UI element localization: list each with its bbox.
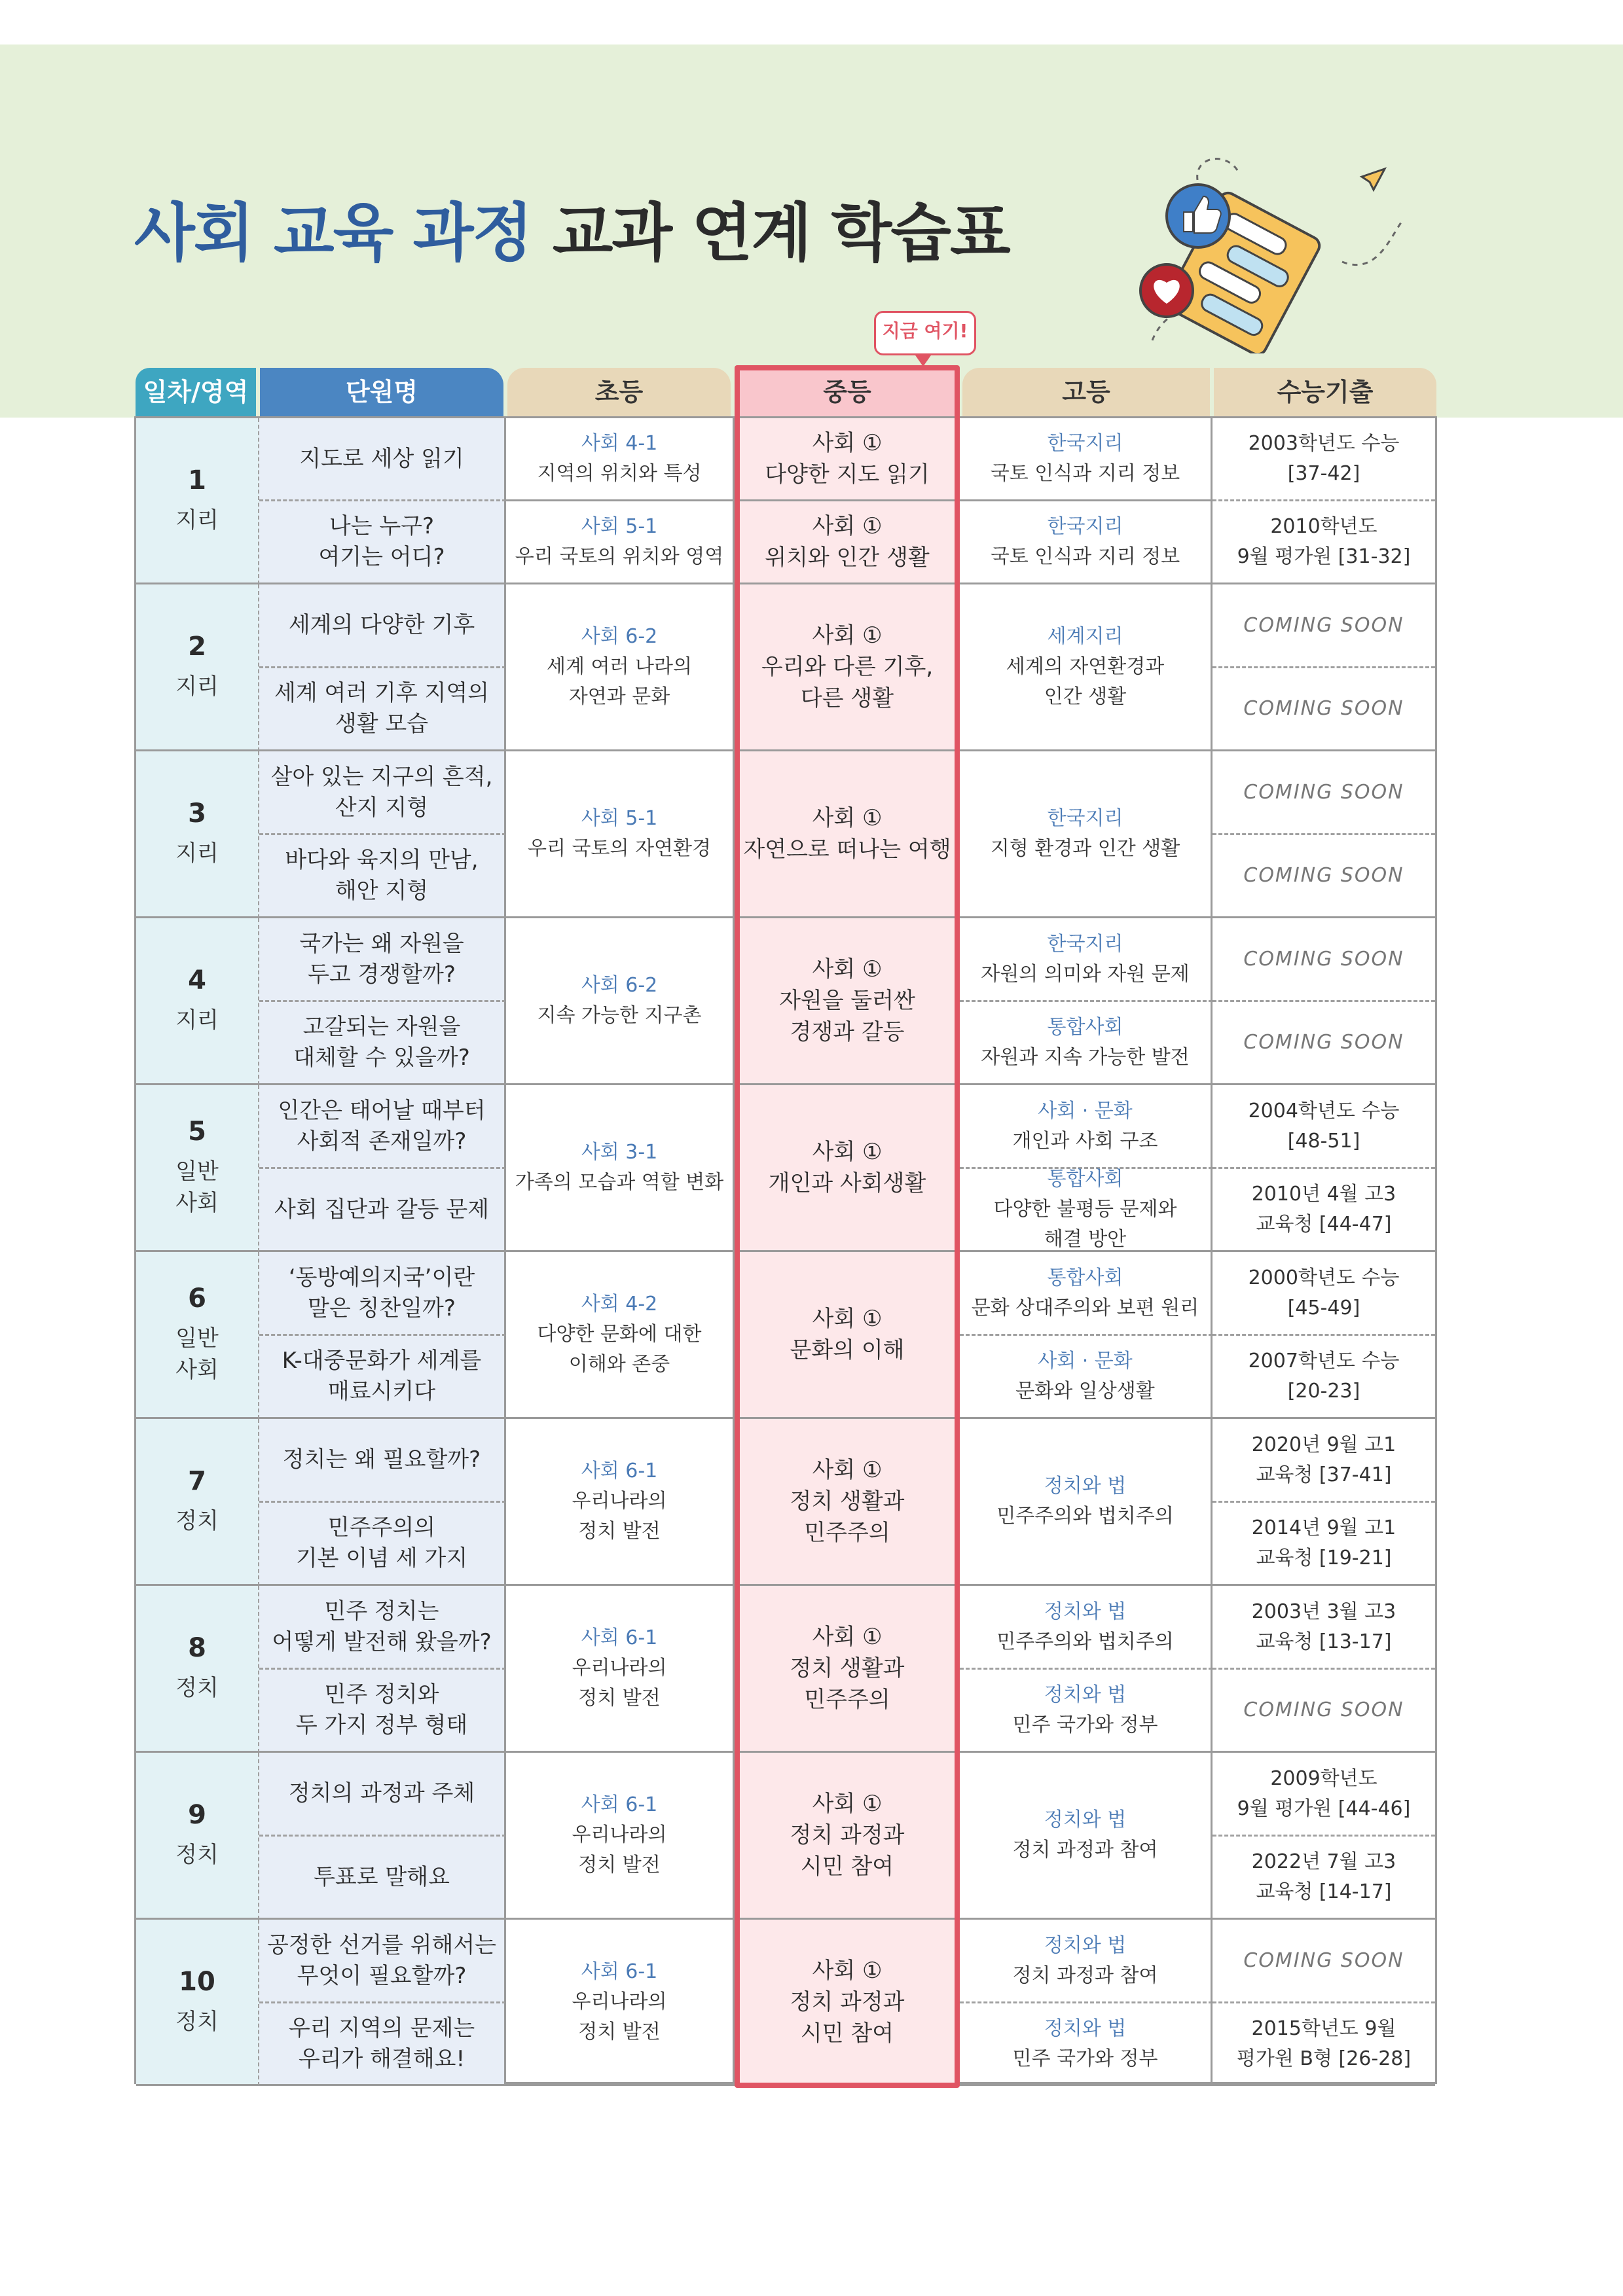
middle-desc: 문화의 이해: [790, 1337, 905, 1363]
sat-reference: 2003년 3월 고3 교육청 [13-17]: [1251, 1600, 1396, 1653]
unit-cell: 바다와 육지의 만남, 해안 지형: [259, 835, 506, 918]
middle-desc: 다양한 지도 읽기: [765, 461, 930, 488]
middle-title: 사회 ①: [812, 1791, 883, 1817]
elementary-title: 사회 3-1: [581, 1141, 658, 1164]
day-area: 정치: [175, 1842, 219, 1868]
page-title: [134, 183, 1010, 273]
high-title: 한국지리: [1047, 515, 1123, 538]
sat-cell: [1213, 584, 1435, 668]
day-number: 7: [188, 1466, 206, 1496]
elementary-cell: [506, 751, 735, 918]
sat-cell: [1213, 418, 1435, 501]
elementary-title: 사회 4-2: [581, 1293, 658, 1316]
high-title: 사회 · 문화: [1038, 1350, 1133, 1372]
elementary-desc: 세계 여러 나라의 자연과 문화: [547, 655, 692, 708]
high-desc: 지형 환경과 인간 생활: [990, 837, 1180, 860]
high-cell: [960, 918, 1213, 1002]
unit-cell: 우리 지역의 문제는 우리가 해결해요!: [259, 2003, 506, 2086]
high-cell: [960, 418, 1213, 501]
high-title: 사회 · 문화: [1038, 1099, 1133, 1122]
day-area: 지리: [175, 840, 219, 867]
unit-cell: ‘동방예의지국’이란 말은 칭찬일까?: [259, 1252, 506, 1336]
high-desc: 민주주의와 법치주의: [996, 1630, 1174, 1653]
high-title: 한국지리: [1047, 932, 1123, 956]
coming-soon-label: COMING SOON: [1243, 697, 1404, 720]
middle-desc: 자원을 둘러싼 경쟁과 갈등: [779, 988, 915, 1045]
unit-cell: 공정한 선거를 위해서는 무엇이 필요할까?: [259, 1920, 506, 2003]
elementary-cell: [506, 1753, 735, 1920]
high-cell: [960, 501, 1213, 584]
elementary-desc: 우리나라의 정치 발전: [572, 1823, 667, 1876]
sat-reference: 2020년 9월 고1 교육청 [37-41]: [1251, 1433, 1396, 1486]
day-number: 6: [188, 1283, 206, 1314]
elementary-cell: [506, 1586, 735, 1753]
middle-cell: [735, 584, 960, 751]
high-cell: [960, 1002, 1213, 1085]
sat-cell: [1213, 751, 1435, 835]
elementary-desc: 우리나라의 정치 발전: [572, 1490, 667, 1543]
middle-desc: 정치 생활과 민주주의: [790, 1655, 905, 1713]
high-cell: [960, 1336, 1213, 1419]
unit-cell: 세계 여러 기후 지역의 생활 모습: [259, 668, 506, 751]
sat-cell: [1213, 1336, 1435, 1419]
middle-desc: 위치와 인간 생활: [765, 545, 930, 571]
high-title: 통합사회: [1047, 1266, 1123, 1289]
unit-cell: 세계의 다양한 기후: [259, 584, 506, 668]
day-cell: [136, 418, 259, 584]
elementary-desc: 다양한 문화에 대한 이해와 존중: [537, 1323, 702, 1376]
elementary-title: 사회 6-1: [581, 1460, 658, 1482]
sat-cell: [1213, 2003, 1435, 2086]
elementary-cell: [506, 418, 735, 501]
middle-title: 사회 ①: [812, 1306, 883, 1332]
day-number: 10: [179, 1966, 215, 1997]
day-cell: [136, 1586, 259, 1753]
elementary-title: 사회 6-2: [581, 974, 658, 997]
elementary-desc: 우리 국토의 위치와 영역: [515, 545, 724, 568]
elementary-title: 사회 6-1: [581, 1793, 658, 1816]
sat-reference: 2000학년도 수능 [45-49]: [1248, 1266, 1400, 1319]
middle-desc: 자연으로 떠나는 여행: [743, 836, 951, 863]
header-sat: 수능기출: [1214, 368, 1436, 416]
high-title: 정치와 법: [1044, 1475, 1127, 1498]
middle-cell: [735, 1920, 960, 2086]
high-desc: 민주주의와 법치주의: [996, 1505, 1174, 1528]
day-area: 정치: [175, 1675, 219, 1701]
middle-title: 사회 ①: [812, 430, 883, 456]
unit-cell: 지도로 세상 읽기: [259, 418, 506, 501]
sat-cell: [1213, 1252, 1435, 1336]
middle-title: 사회 ①: [812, 1139, 883, 1165]
day-number: 3: [188, 798, 206, 829]
day-area: 지리: [175, 507, 219, 533]
elementary-title: 사회 6-2: [581, 625, 658, 648]
high-cell: [960, 1169, 1213, 1252]
unit-cell: 정치는 왜 필요할까?: [259, 1419, 506, 1503]
middle-cell: [735, 1085, 960, 1252]
unit-cell: 민주 정치는 어떻게 발전해 왔을까?: [259, 1586, 506, 1670]
middle-desc: 정치 과정과 시민 참여: [790, 1822, 905, 1880]
coming-soon-label: COMING SOON: [1243, 1031, 1404, 1054]
unit-cell: K-대중문화가 세계를 매료시키다: [259, 1336, 506, 1419]
high-cell: [960, 1670, 1213, 1753]
day-area: 일반 사회: [175, 1158, 219, 1216]
day-cell: [136, 584, 259, 751]
middle-cell: [735, 1753, 960, 1920]
day-number: 8: [188, 1633, 206, 1663]
high-cell: [960, 1586, 1213, 1670]
high-desc: 자원의 의미와 자원 문제: [981, 962, 1190, 986]
sat-reference: 2015학년도 9월 평가원 B형 [26-28]: [1236, 2017, 1412, 2070]
header-elementary: 초등: [507, 368, 731, 416]
elementary-cell: [506, 1085, 735, 1252]
sat-cell: [1213, 1837, 1435, 1920]
high-cell: [960, 1753, 1213, 1920]
middle-desc: 정치 생활과 민주주의: [790, 1488, 905, 1546]
high-desc: 민주 국가와 정부: [1012, 2047, 1158, 2070]
coming-soon-label: COMING SOON: [1243, 613, 1404, 637]
header-day: 일차/영역: [136, 368, 256, 416]
middle-cell: [735, 751, 960, 918]
elementary-title: 사회 6-1: [581, 1960, 658, 1983]
elementary-cell: [506, 1419, 735, 1586]
middle-title: 사회 ①: [812, 956, 883, 982]
day-number: 4: [188, 965, 206, 996]
day-area: 지리: [175, 1007, 219, 1033]
day-area: 지리: [175, 673, 219, 700]
high-title: 세계지리: [1047, 625, 1123, 648]
day-cell: [136, 1753, 259, 1920]
unit-cell: 국가는 왜 자원을 두고 경쟁할까?: [259, 918, 506, 1002]
middle-cell: [735, 1252, 960, 1419]
elementary-desc: 지역의 위치와 특성: [537, 462, 702, 485]
high-cell: [960, 1085, 1213, 1169]
middle-cell: [735, 918, 960, 1085]
sat-reference: 2007학년도 수능 [20-23]: [1248, 1350, 1400, 1403]
high-title: 통합사회: [1047, 1016, 1123, 1039]
high-desc: 자원과 지속 가능한 발전: [981, 1046, 1190, 1069]
header-middle: 중등: [736, 368, 958, 416]
high-desc: 세계의 자연환경과 인간 생활: [1006, 655, 1165, 708]
middle-title: 사회 ①: [812, 1624, 883, 1650]
elementary-desc: 우리 국토의 자연환경: [528, 837, 711, 860]
high-title: 정치와 법: [1044, 2017, 1127, 2040]
elementary-title: 사회 4-1: [581, 432, 658, 455]
sat-reference: 2014년 9월 고1 교육청 [19-21]: [1251, 1516, 1396, 1570]
middle-cell: [735, 501, 960, 584]
high-desc: 국토 인식과 지리 정보: [990, 545, 1180, 568]
middle-title: 사회 ①: [812, 622, 883, 649]
sat-cell: [1213, 1002, 1435, 1085]
day-cell: [136, 1920, 259, 2086]
middle-cell: [735, 1586, 960, 1753]
sat-cell: [1213, 1503, 1435, 1586]
middle-cell: [735, 1419, 960, 1586]
unit-cell: 나는 누구? 여기는 어디?: [259, 501, 506, 584]
coming-soon-label: COMING SOON: [1243, 864, 1404, 887]
elementary-cell: [506, 501, 735, 584]
day-number: 9: [188, 1800, 206, 1830]
middle-title: 사회 ①: [812, 1957, 883, 1984]
middle-desc: 우리와 다른 기후, 다른 생활: [761, 654, 934, 711]
high-title: 정치와 법: [1044, 1933, 1127, 1957]
sat-reference: 2010학년도 9월 평가원 [31-32]: [1237, 515, 1411, 568]
middle-cell: [735, 418, 960, 501]
header-high: 고등: [962, 368, 1210, 416]
high-desc: 개인과 사회 구조: [1012, 1129, 1158, 1153]
coming-soon-label: COMING SOON: [1243, 1698, 1404, 1721]
day-cell: [136, 1085, 259, 1252]
middle-desc: 정치 과정과 시민 참여: [790, 1988, 905, 2047]
elementary-cell: [506, 1252, 735, 1419]
title-part2: 교과 연계 학습표: [552, 196, 1010, 270]
middle-title: 사회 ①: [812, 513, 883, 539]
high-title: 정치와 법: [1044, 1683, 1127, 1706]
sat-reference: 2009학년도 9월 평가원 [44-46]: [1237, 1767, 1411, 1820]
unit-cell: 민주 정치와 두 가지 정부 형태: [259, 1670, 506, 1753]
high-cell: [960, 751, 1213, 918]
elementary-desc: 우리나라의 정치 발전: [572, 1990, 667, 2043]
coming-soon-label: COMING SOON: [1243, 1948, 1404, 1972]
high-desc: 국토 인식과 지리 정보: [990, 462, 1180, 485]
high-desc: 정치 과정과 참여: [1012, 1839, 1158, 1861]
social-media-illustration: [1126, 144, 1414, 353]
unit-cell: 민주주의의 기본 이념 세 가지: [259, 1503, 506, 1586]
middle-desc: 개인과 사회생활: [768, 1170, 926, 1196]
elementary-title: 사회 6-1: [581, 1626, 658, 1649]
sat-cell: [1213, 835, 1435, 918]
high-title: 한국지리: [1047, 807, 1123, 830]
day-cell: [136, 1252, 259, 1419]
unit-cell: 인간은 태어날 때부터 사회적 존재일까?: [259, 1085, 506, 1169]
high-desc: 문화 상대주의와 보편 원리: [971, 1296, 1199, 1319]
high-title: 통합사회: [1047, 1168, 1123, 1191]
sat-cell: [1213, 918, 1435, 1002]
title-part1: 사회 교육 과정: [134, 196, 532, 270]
day-number: 1: [188, 465, 206, 495]
unit-cell: 고갈되는 자원을 대체할 수 있을까?: [259, 1002, 506, 1085]
high-title: 한국지리: [1047, 432, 1123, 455]
high-cell: [960, 1252, 1213, 1336]
high-cell: [960, 2003, 1213, 2086]
elementary-cell: [506, 584, 735, 751]
high-desc: 정치 과정과 참여: [1012, 1964, 1158, 1987]
sat-cell: [1213, 1753, 1435, 1837]
day-number: 5: [188, 1117, 206, 1147]
high-cell: [960, 584, 1213, 751]
middle-title: 사회 ①: [812, 805, 883, 831]
coming-soon-label: COMING SOON: [1243, 780, 1404, 804]
unit-cell: 사회 집단과 갈등 문제: [259, 1169, 506, 1252]
elementary-desc: 우리나라의 정치 발전: [572, 1657, 667, 1710]
sat-cell: [1213, 1169, 1435, 1252]
elementary-title: 사회 5-1: [581, 515, 658, 538]
coming-soon-label: COMING SOON: [1243, 947, 1404, 971]
here-callout: 지금 여기!: [874, 311, 976, 355]
sat-reference: 2003학년도 수능 [37-42]: [1248, 432, 1400, 485]
sat-reference: 2004학년도 수능 [48-51]: [1248, 1099, 1400, 1153]
high-cell: [960, 1920, 1213, 2003]
day-area: 정치: [175, 2008, 219, 2035]
high-desc: 문화와 일상생활: [1015, 1380, 1155, 1403]
sat-cell: [1213, 1670, 1435, 1753]
sat-reference: 2010년 4월 고3 교육청 [44-47]: [1251, 1183, 1396, 1236]
unit-cell: 투표로 말해요: [259, 1837, 506, 1920]
unit-cell: 정치의 과정과 주체: [259, 1753, 506, 1837]
sat-cell: [1213, 668, 1435, 751]
sat-cell: [1213, 1920, 1435, 2003]
middle-title: 사회 ①: [812, 1457, 883, 1483]
elementary-title: 사회 5-1: [581, 807, 658, 830]
day-number: 2: [188, 632, 206, 662]
sat-cell: [1213, 1419, 1435, 1503]
elementary-desc: 가족의 모습과 역할 변화: [515, 1171, 724, 1194]
unit-cell: 살아 있는 지구의 흔적, 산지 지형: [259, 751, 506, 835]
sat-cell: [1213, 501, 1435, 584]
header-unit: 단원명: [260, 368, 503, 416]
day-cell: [136, 918, 259, 1085]
day-cell: [136, 1419, 259, 1586]
high-cell: [960, 1419, 1213, 1586]
elementary-cell: [506, 1920, 735, 2086]
sat-reference: 2022년 7월 고3 교육청 [14-17]: [1251, 1850, 1396, 1903]
day-area: 정치: [175, 1508, 219, 1534]
curriculum-table: [134, 416, 1437, 2084]
high-title: 정치와 법: [1044, 1600, 1127, 1623]
sat-cell: [1213, 1586, 1435, 1670]
high-title: 정치와 법: [1044, 1808, 1127, 1831]
sat-cell: [1213, 1085, 1435, 1169]
elementary-cell: [506, 918, 735, 1085]
high-desc: 민주 국가와 정부: [1012, 1713, 1158, 1736]
day-area: 일반 사회: [175, 1325, 219, 1383]
high-desc: 다양한 불평등 문제와 해결 방안: [993, 1198, 1177, 1251]
elementary-desc: 지속 가능한 지구촌: [537, 1004, 702, 1027]
day-cell: [136, 751, 259, 918]
